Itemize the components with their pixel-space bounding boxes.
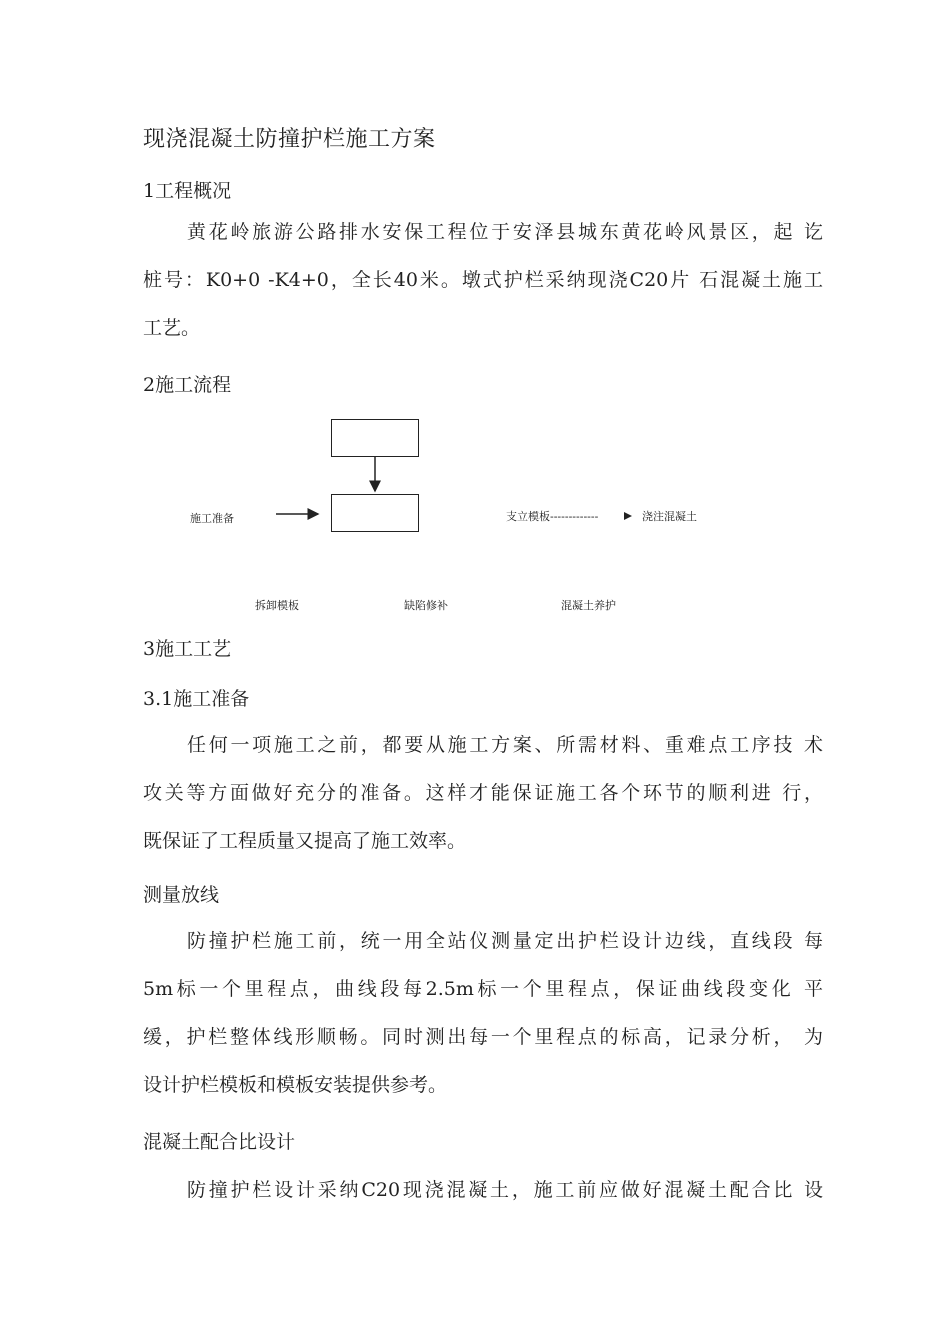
survey-paragraph — [143, 917, 823, 1109]
paragraph-line: 攻关等方面做好充分的准备。这样才能保证施工各个环节的顺利进 行， — [143, 782, 823, 804]
flow-label-prep: 施工准备 — [190, 512, 234, 525]
paragraph-line: 桩号：K0+0 -K4+0，全长40米。墩式护栏采纳现浇C20片 石混凝土施工 — [143, 269, 823, 291]
formwork-text: 支立模板 — [506, 510, 550, 523]
section-3-heading: 3施工工艺 — [143, 638, 232, 660]
paragraph-line: 5m标一个里程点，曲线段每2.5m标一个里程点，保证曲线段变化 平 — [143, 978, 823, 1000]
paragraph-line: 黄花岭旅游公路排水安保工程位于安泽县城东黄花岭风景区，起 讫 — [187, 221, 823, 243]
section-2-heading: 2施工流程 — [143, 374, 232, 396]
paragraph-line: 防撞护栏施工前，统一用全站仪测量定出护栏设计边线，直线段 每 — [187, 930, 823, 952]
paragraph-line: 任何一项施工之前，都要从施工方案、所需材料、重难点工序技 术 — [187, 734, 823, 756]
dash-line: ------------- — [550, 510, 599, 523]
mix-design-heading: 混凝土配合比设计 — [143, 1131, 296, 1153]
section-1-heading: 1工程概况 — [143, 180, 232, 202]
survey-heading: 测量放线 — [143, 884, 220, 906]
paragraph-line: 既保证了工程质量又提高了施工效率。 — [143, 830, 467, 852]
section-3-1-paragraph — [143, 721, 823, 865]
paragraph-line: 防撞护栏设计采纳C20现浇混凝土，施工前应做好混凝土配合比 设 — [187, 1179, 823, 1201]
flow-label-formwork — [506, 508, 598, 524]
mix-design-paragraph — [143, 1166, 823, 1214]
construction-flowchart — [0, 400, 950, 630]
section-3-1-heading: 3.1施工准备 — [143, 688, 250, 710]
arrow-head-small — [624, 512, 632, 520]
flowchart-arrows — [0, 400, 950, 630]
flow-label-remove: 拆卸模板 — [255, 599, 299, 612]
flow-box-top — [331, 419, 419, 457]
paragraph-line: 缓，护栏整体线形顺畅。同时测出每一个里程点的标高，记录分析， 为 — [143, 1026, 823, 1048]
flow-label-cure: 混凝土养护 — [561, 599, 616, 612]
paragraph-line: 工艺。 — [143, 317, 201, 339]
flow-label-repair: 缺陷修补 — [404, 599, 448, 612]
flow-label-pour: 浇注混凝土 — [642, 510, 697, 523]
section-1-paragraph — [143, 208, 823, 352]
flow-box-middle — [331, 494, 419, 532]
paragraph-line: 设计护栏模板和模板安装提供参考。 — [143, 1074, 448, 1096]
document-title: 现浇混凝土防撞护栏施工方案 — [143, 127, 436, 152]
